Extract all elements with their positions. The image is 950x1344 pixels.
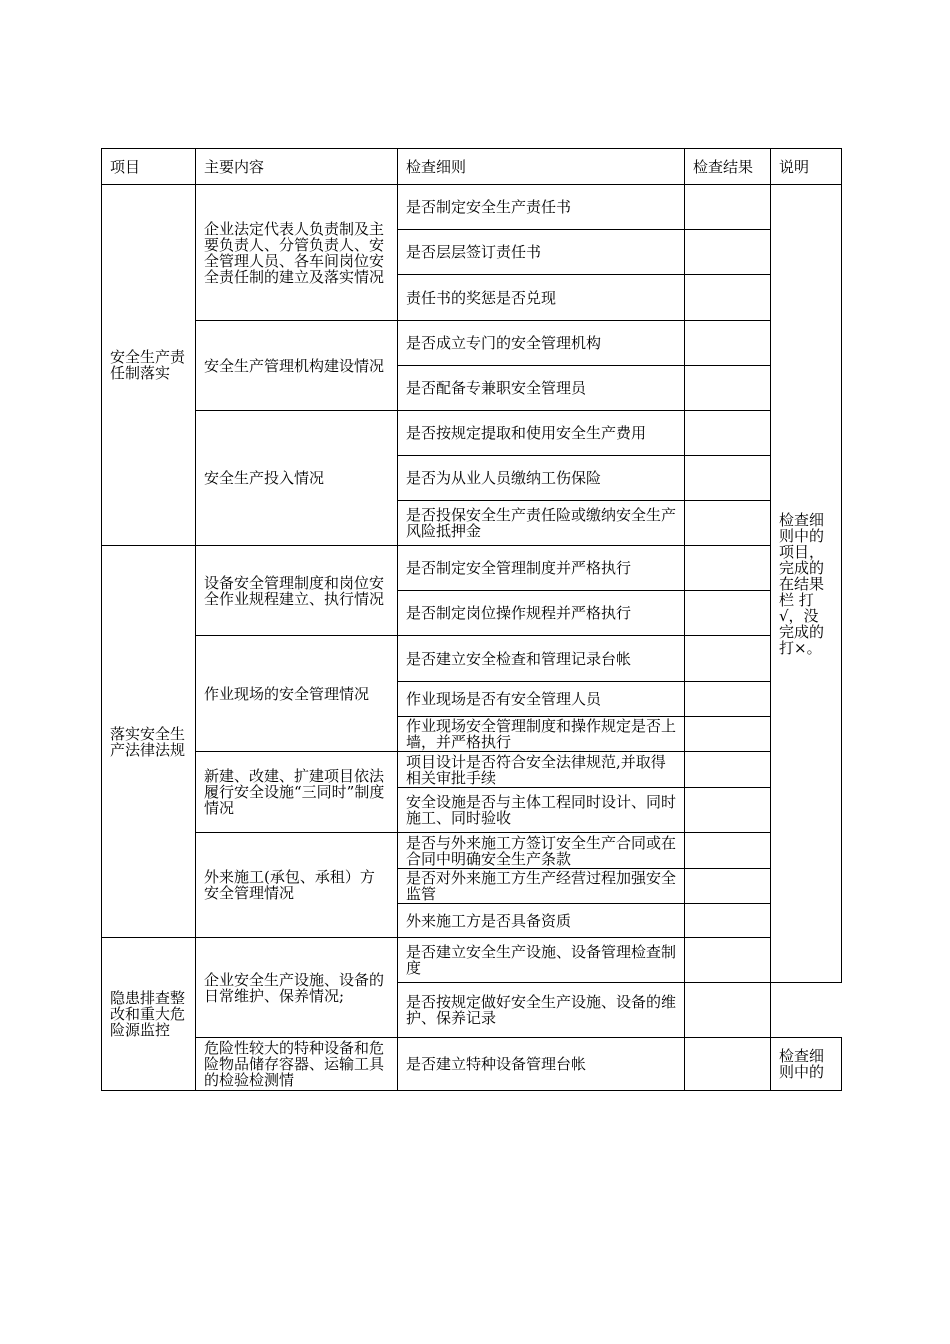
header-content: 主要内容 — [196, 149, 398, 185]
section-content: 外来施工(承包、承租）方安全管理情况 — [196, 833, 398, 938]
check-detail: 安全设施是否与主体工程同时设计、同时施工、同时验收 — [398, 788, 685, 833]
note-cell: 检查细则中的 — [771, 1038, 842, 1091]
section-content: 安全生产管理机构建设情况 — [196, 321, 398, 411]
check-detail: 作业现场是否有安全管理人员 — [398, 682, 685, 717]
check-result-cell[interactable] — [685, 833, 771, 869]
section-content: 企业安全生产设施、设备的日常维护、保养情况; — [196, 938, 398, 1038]
check-result-cell[interactable] — [685, 411, 771, 456]
header-item: 项目 — [102, 149, 196, 185]
check-detail: 是否对外来施工方生产经营过程加强安全监管 — [398, 869, 685, 904]
check-detail: 是否建立特种设备管理台帐 — [398, 1038, 685, 1091]
check-detail: 是否与外来施工方签订安全生产合同或在合同中明确安全生产条款 — [398, 833, 685, 869]
table-row — [102, 752, 842, 788]
check-detail: 项目设计是否符合安全法律规范,并取得相关审批手续 — [398, 752, 685, 788]
check-detail: 是否按规定提取和使用安全生产费用 — [398, 411, 685, 456]
check-detail: 外来施工方是否具备资质 — [398, 904, 685, 938]
check-detail: 是否制定岗位操作规程并严格执行 — [398, 591, 685, 636]
section-content: 作业现场的安全管理情况 — [196, 636, 398, 752]
check-result-cell[interactable] — [685, 591, 771, 636]
check-result-cell[interactable] — [685, 869, 771, 904]
table-row — [102, 1038, 842, 1091]
check-detail: 是否投保安全生产责任险或缴纳安全生产风险抵押金 — [398, 501, 685, 546]
table-row — [102, 938, 842, 983]
table-row — [102, 321, 842, 366]
check-result-cell[interactable] — [685, 546, 771, 591]
check-detail: 是否制定安全管理制度并严格执行 — [398, 546, 685, 591]
check-detail: 是否为从业人员缴纳工伤保险 — [398, 456, 685, 501]
check-result-cell[interactable] — [685, 1038, 771, 1091]
check-result-cell[interactable] — [685, 682, 771, 717]
safety-checklist-table — [101, 148, 842, 1091]
section-content: 新建、改建、扩建项目依法履行安全设施“三同时”制度情况 — [196, 752, 398, 833]
check-result-cell[interactable] — [685, 275, 771, 321]
table-row — [102, 546, 842, 591]
check-result-cell[interactable] — [685, 788, 771, 833]
section-item: 安全生产责任制落实 — [102, 185, 196, 546]
section-content: 企业法定代表人负责制及主要负责人、分管负责人、安全管理人员、各车间岗位安全责任制的建立及落实情况 — [196, 185, 398, 321]
check-detail: 作业现场安全管理制度和操作规定是否上墙，并严格执行 — [398, 717, 685, 752]
check-detail: 责任书的奖惩是否兑现 — [398, 275, 685, 321]
check-detail: 是否成立专门的安全管理机构 — [398, 321, 685, 366]
check-detail: 是否层层签订责任书 — [398, 230, 685, 275]
section-content: 安全生产投入情况 — [196, 411, 398, 546]
check-result-cell[interactable] — [685, 185, 771, 230]
header-result: 检查结果 — [685, 149, 771, 185]
header-row — [102, 149, 842, 185]
check-result-cell[interactable] — [685, 366, 771, 411]
check-detail: 是否制定安全生产责任书 — [398, 185, 685, 230]
header-detail: 检查细则 — [398, 149, 685, 185]
check-result-cell[interactable] — [685, 938, 771, 983]
check-detail: 是否建立安全生产设施、设备管理检查制度 — [398, 938, 685, 983]
check-result-cell[interactable] — [685, 230, 771, 275]
table-row — [102, 411, 842, 456]
check-result-cell[interactable] — [685, 904, 771, 938]
check-result-cell[interactable] — [685, 321, 771, 366]
check-result-cell[interactable] — [685, 501, 771, 546]
section-item: 落实安全生产法律法规 — [102, 546, 196, 938]
check-detail: 是否按规定做好安全生产设施、设备的维护、保养记录 — [398, 983, 685, 1038]
table-row — [102, 636, 842, 682]
check-detail: 是否建立安全检查和管理记录台帐 — [398, 636, 685, 682]
check-result-cell[interactable] — [685, 752, 771, 788]
section-item: 隐患排查整改和重大危险源监控 — [102, 938, 196, 1091]
check-result-cell[interactable] — [685, 983, 771, 1038]
header-note: 说明 — [771, 149, 842, 185]
note-cell: 检查细则中的项目，完成的在结果栏 打√，没完成的打×。 — [771, 185, 842, 983]
section-content: 危险性较大的特种设备和危险物品储存容器、运输工具的检验检测情 — [196, 1038, 398, 1091]
section-content: 设备安全管理制度和岗位安全作业规程建立、执行情况 — [196, 546, 398, 636]
table-row — [102, 833, 842, 869]
check-result-cell[interactable] — [685, 456, 771, 501]
table-row — [102, 185, 842, 230]
check-result-cell[interactable] — [685, 636, 771, 682]
check-result-cell[interactable] — [685, 717, 771, 752]
check-detail: 是否配备专兼职安全管理员 — [398, 366, 685, 411]
